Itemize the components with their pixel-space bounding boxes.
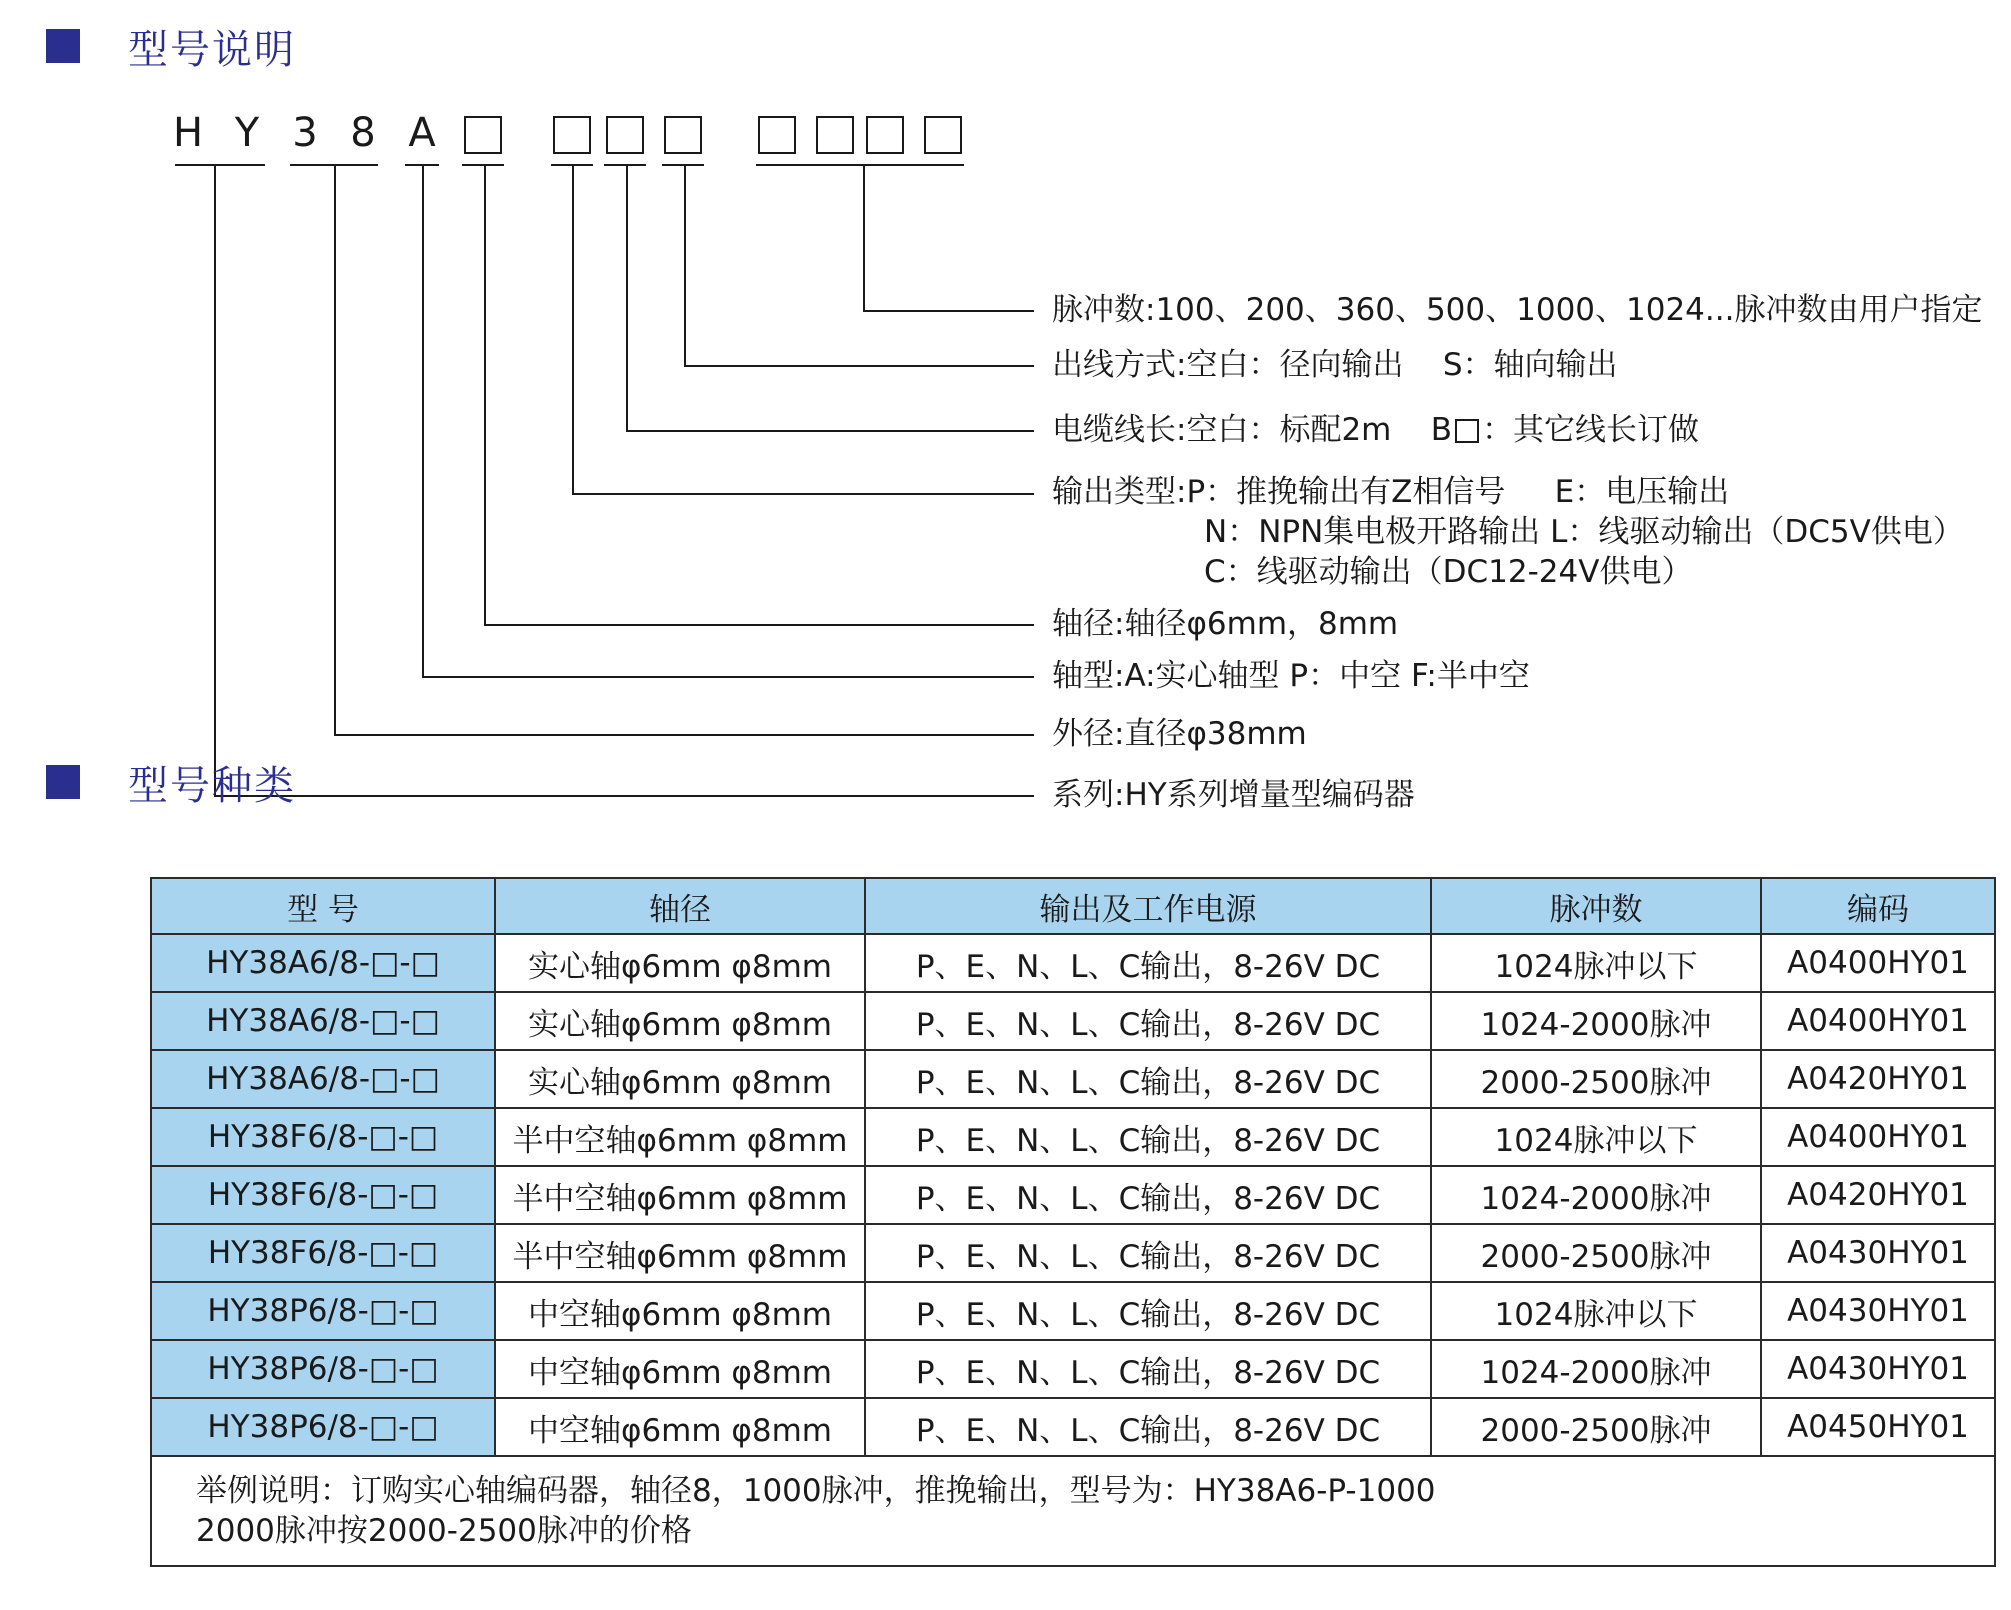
cell-model: HY38A6/8-□-□ xyxy=(151,1050,495,1108)
table-row xyxy=(151,1166,1995,1224)
cell-output: P、E、N、L、C输出，8-26V DC xyxy=(865,1166,1431,1224)
cell-pulse: 1024-2000脉冲 xyxy=(1431,992,1761,1050)
table-row xyxy=(151,1050,1995,1108)
table-row xyxy=(151,1108,1995,1166)
leader-hline-pulse xyxy=(863,310,1034,312)
section-square-icon xyxy=(46,29,80,63)
code-char-8: 8 xyxy=(350,110,376,156)
desc-output-line-1: 输出类型:P：推挽输出有Z相信号 E：电压输出 xyxy=(1052,474,1730,510)
code-char-a: A xyxy=(408,110,436,156)
cell-model: HY38F6/8-□-□ xyxy=(151,1108,495,1166)
code-char-h: H xyxy=(172,110,204,156)
section-heading-model-description xyxy=(46,20,296,72)
cell-shaft: 半中空轴φ6mm φ8mm xyxy=(495,1166,865,1224)
desc-cable-part-b: ：其它线长订做 xyxy=(1482,412,1700,448)
desc-outlet: 出线方式:空白：径向输出 S：轴向输出 xyxy=(1052,347,1618,383)
desc-cable-part-a: 电缆线长:空白：标配2m B xyxy=(1052,412,1453,448)
leader-hline-outer-dia xyxy=(334,734,1034,736)
placeholder-box-pulse-3 xyxy=(866,116,904,154)
leader-vline-shaft-type xyxy=(422,166,424,678)
header-output: 输出及工作电源 xyxy=(865,878,1431,934)
section-square-icon xyxy=(46,765,80,799)
underline-hy xyxy=(175,164,265,166)
cell-model: HY38F6/8-□-□ xyxy=(151,1224,495,1282)
cell-code: A0430HY01 xyxy=(1761,1340,1995,1398)
cell-output: P、E、N、L、C输出，8-26V DC xyxy=(865,1398,1431,1456)
placeholder-box-shaft-dia xyxy=(464,116,502,154)
underline-box-shaft-dia xyxy=(462,164,504,166)
table-row xyxy=(151,1340,1995,1398)
leader-vline-outlet xyxy=(684,166,686,367)
cell-code: A0450HY01 xyxy=(1761,1398,1995,1456)
leader-hline-outlet xyxy=(684,365,1034,367)
header-shaft: 轴径 xyxy=(495,878,865,934)
section-heading-model-types xyxy=(46,756,296,808)
cell-output: P、E、N、L、C输出，8-26V DC xyxy=(865,934,1431,992)
desc-shaft-dia: 轴径:轴径φ6mm，8mm xyxy=(1052,606,1399,642)
cell-output: P、E、N、L、C输出，8-26V DC xyxy=(865,1340,1431,1398)
table-row xyxy=(151,1282,1995,1340)
cell-shaft: 中空轴φ6mm φ8mm xyxy=(495,1282,865,1340)
cell-code: A0420HY01 xyxy=(1761,1050,1995,1108)
cell-pulse: 1024-2000脉冲 xyxy=(1431,1166,1761,1224)
table-row xyxy=(151,992,1995,1050)
placeholder-box-pulse-1 xyxy=(758,116,796,154)
cell-code: A0430HY01 xyxy=(1761,1224,1995,1282)
leader-vline-output xyxy=(572,166,574,495)
model-types-table xyxy=(150,877,1996,1567)
code-char-y: Y xyxy=(234,110,260,156)
cell-output: P、E、N、L、C输出，8-26V DC xyxy=(865,1224,1431,1282)
desc-output-line-2: N：NPN集电极开路输出 L：线驱动输出（DC5V供电） xyxy=(1204,514,1964,550)
cell-pulse: 1024脉冲以下 xyxy=(1431,1282,1761,1340)
cell-output: P、E、N、L、C输出，8-26V DC xyxy=(865,992,1431,1050)
cell-output: P、E、N、L、C输出，8-26V DC xyxy=(865,1050,1431,1108)
leader-vline-outer-dia xyxy=(334,166,336,736)
header-code: 编码 xyxy=(1761,878,1995,934)
placeholder-box-pulse-2 xyxy=(816,116,854,154)
leader-vline-series xyxy=(214,166,216,797)
cell-code: A0400HY01 xyxy=(1761,1108,1995,1166)
leader-hline-shaft-type xyxy=(422,676,1034,678)
cell-model: HY38A6/8-□-□ xyxy=(151,992,495,1050)
note-line-2: 2000脉冲按2000-2500脉冲的价格 xyxy=(196,1513,692,1549)
desc-outer-dia: 外径:直径φ38mm xyxy=(1052,716,1307,752)
cell-model: HY38P6/8-□-□ xyxy=(151,1282,495,1340)
cell-shaft: 实心轴φ6mm φ8mm xyxy=(495,934,865,992)
table-header-row xyxy=(151,878,1995,934)
cell-pulse: 2000-2500脉冲 xyxy=(1431,1398,1761,1456)
cell-model: HY38P6/8-□-□ xyxy=(151,1340,495,1398)
cell-code: A0400HY01 xyxy=(1761,992,1995,1050)
cell-shaft: 实心轴φ6mm φ8mm xyxy=(495,992,865,1050)
cell-code: A0400HY01 xyxy=(1761,934,1995,992)
table-note-row xyxy=(151,1456,1995,1566)
placeholder-box-pulse-4 xyxy=(924,116,962,154)
leader-hline-series xyxy=(214,795,1034,797)
underline-box-cable-length xyxy=(604,164,646,166)
table-row xyxy=(151,1398,1995,1456)
cell-shaft: 实心轴φ6mm φ8mm xyxy=(495,1050,865,1108)
desc-shaft-type: 轴型:A:实心轴型 P：中空 F:半中空 xyxy=(1052,658,1530,694)
leader-hline-cable xyxy=(626,430,1034,432)
cell-pulse: 2000-2500脉冲 xyxy=(1431,1050,1761,1108)
placeholder-box-outlet xyxy=(664,116,702,154)
leader-vline-shaft-dia xyxy=(484,166,486,626)
section-title: 型号种类 xyxy=(128,762,296,809)
header-pulse: 脉冲数 xyxy=(1431,878,1761,934)
note-line-1: 举例说明：订购实心轴编码器，轴径8，1000脉冲，推挽输出，型号为：HY38A6-P-1000 xyxy=(196,1473,1436,1509)
inline-box-icon xyxy=(1455,419,1479,443)
code-char-3: 3 xyxy=(292,110,318,156)
leader-vline-cable xyxy=(626,166,628,432)
cell-model: HY38P6/8-□-□ xyxy=(151,1398,495,1456)
leader-vline-pulse xyxy=(863,166,865,312)
cell-shaft: 中空轴φ6mm φ8mm xyxy=(495,1340,865,1398)
placeholder-box-output-type xyxy=(553,116,591,154)
cell-pulse: 1024脉冲以下 xyxy=(1431,1108,1761,1166)
leader-hline-output xyxy=(572,493,1034,495)
table-row xyxy=(151,1224,1995,1282)
cell-pulse: 2000-2500脉冲 xyxy=(1431,1224,1761,1282)
section-title: 型号说明 xyxy=(128,26,296,73)
table-note xyxy=(151,1456,1995,1566)
underline-box-outlet xyxy=(662,164,704,166)
cell-shaft: 半中空轴φ6mm φ8mm xyxy=(495,1224,865,1282)
desc-output-line-3: C：线驱动输出（DC12-24V供电） xyxy=(1204,554,1693,590)
desc-cable xyxy=(1052,410,1699,450)
cell-output: P、E、N、L、C输出，8-26V DC xyxy=(865,1282,1431,1340)
table-row xyxy=(151,934,1995,992)
cell-code: A0420HY01 xyxy=(1761,1166,1995,1224)
desc-series: 系列:HY系列增量型编码器 xyxy=(1052,777,1415,813)
placeholder-box-cable-length xyxy=(606,116,644,154)
cell-pulse: 1024脉冲以下 xyxy=(1431,934,1761,992)
cell-code: A0430HY01 xyxy=(1761,1282,1995,1340)
cell-pulse: 1024-2000脉冲 xyxy=(1431,1340,1761,1398)
cell-shaft: 中空轴φ6mm φ8mm xyxy=(495,1398,865,1456)
desc-pulse: 脉冲数:100、200、360、500、1000、1024...脉冲数由用户指定 xyxy=(1052,292,1983,328)
cell-model: HY38F6/8-□-□ xyxy=(151,1166,495,1224)
underline-box-pulse xyxy=(756,164,964,166)
leader-hline-shaft-dia xyxy=(484,624,1034,626)
cell-output: P、E、N、L、C输出，8-26V DC xyxy=(865,1108,1431,1166)
cell-shaft: 半中空轴φ6mm φ8mm xyxy=(495,1108,865,1166)
cell-model: HY38A6/8-□-□ xyxy=(151,934,495,992)
header-model: 型 号 xyxy=(151,878,495,934)
